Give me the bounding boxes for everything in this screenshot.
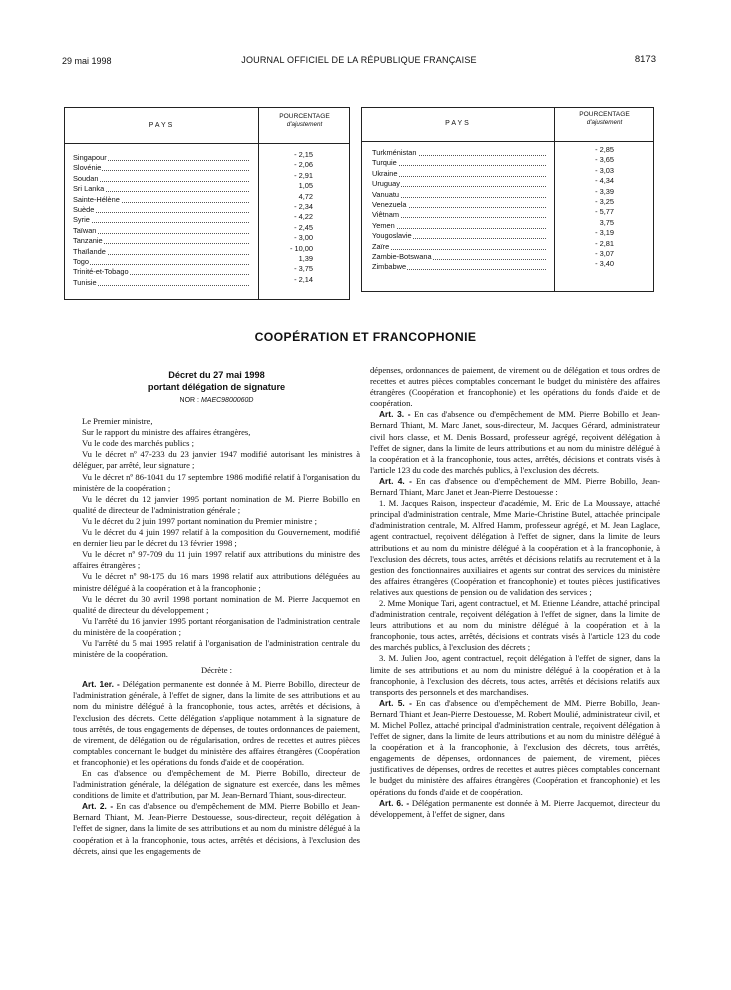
adjustment-value: - 3,40 [595,259,614,269]
dot-leader [73,233,249,234]
paragraph: En cas d'absence ou d'empêchement de M. Pierre Bobillo, directeur de l'administration générale, la délégation de signature est exercée, dans les mêmes conditions de limite et d'attribution, par M. Jean-Bernard Thiant, sous-directeur. [73,768,360,801]
table-row [73,257,249,267]
country-name: Zaïre [372,241,390,251]
article-label: Art. 5. - [379,697,412,708]
country-name: Tanzanie [73,236,103,246]
decree-subtitle: portant délégation de signature [147,381,286,392]
adjustment-value: - 3,03 [595,165,614,175]
table-row [73,163,249,173]
paragraph: 3. M. Julien Joo, agent contractuel, reçoit délégation à l'effet de signer, dans la limite de ses attributions et au nom du ministre délégué à la coopération et à la francophonie, à l'exclusion des décrets, tous actes, arrêtés et décisions relatifs aux transports des personnels et des marchandises. [370,653,660,697]
table-row [73,226,249,236]
table-row [372,221,546,231]
country-name: Turkménistan [372,148,417,157]
country-name: Turquie [372,158,397,168]
article-label: Art. 6. - [379,797,410,808]
adjustment-value: - 2,14 [294,274,313,284]
country-name: Tunisie [73,277,97,287]
header-date: 29 mai 1998 [62,56,112,66]
adjustment-value: - 3,07 [595,248,614,258]
table-right-values [564,145,614,270]
table-left-countries [73,153,249,288]
table-row [372,262,546,272]
article-text: Délégation permanente est donnée à M. Pierre Bobillo, directeur de l'administration générale, à l'effet de signer, dans la limite de ses attributions et au nom du ministre délégué à la francophonie, tous actes, arrêtés et décisions, à l'exclusion des décrets. Cette délégation s'applique notamment à la signature de tous arrêtés, de tous engagements de dépenses, de toutes ordonnances de paiement, de virement, de délégation ou de régularisation, ordres de recettes et autres pièces comptables concernant le budget du ministère des affaires étrangères (Coopération et francophonie) et les opérations du fonds d'aide et de coopération. [73,679,360,767]
country-name: Slovénie [73,163,102,173]
country-name: Viêtnam [372,210,399,220]
paragraph: dépenses, ordonnances de paiement, de virement ou de délégation et tous ordres de recettes et autres pièces comptables concernant le budget du ministère des affaires étrangères (Coopération et francophonie) et les opérations du fonds d'aide et de coopération. [370,365,660,409]
paragraph: Vu l'arrêté du 16 janvier 1995 portant réorganisation de l'administration centrale du ministère de la coopération ; [73,615,360,637]
country-name: Singapour [73,153,107,162]
article-text: Délégation permanente est donnée à M. Pierre Jacquemot, directeur du développement, à l'effet de signer, dans [370,797,660,819]
table-right-countries [372,148,546,273]
table-row [73,205,249,215]
header-journal-title: JOURNAL OFFICIEL DE LA RÉPUBLIQUE FRANÇAISE [241,55,477,65]
paragraph: Vu le décret nº 86-1041 du 17 septembre 1986 modifié relatif à l'organisation du ministère de la coopération ; [73,471,360,493]
table-header-rule [65,143,349,144]
nor-label: NOR : [179,397,199,404]
country-name: Sainte-Hélène [73,194,120,204]
dot-leader [73,212,249,213]
adjustment-value: - 3,25 [595,196,614,206]
adjustment-value: - 10,00 [289,243,313,253]
country-name: Ukraine [372,168,398,178]
article-2 [73,801,360,856]
article-text: En cas d'absence ou d'empêchement de MM. Pierre Bobillo, Jean-Bernard Thiant, Marc Janet et Jean-Pierre Destouesse : [370,475,660,498]
article-label: Art. 2. - [82,801,114,812]
paragraph: Vu le décret nº 97-709 du 11 juin 1997 relatif aux attributions du ministre des affaires étrangères ; [73,549,360,571]
paragraph: Vu le décret nº 47-233 du 23 janvier 1947 modifié autorisant les ministres à déléguer, par arrêté, leur signature ; [73,449,360,471]
country-name: Soudan [73,173,99,183]
paragraph: Vu le décret du 30 avril 1998 portant nomination de M. Pierre Jacquemot en qualité de directeur du développement ; [73,593,360,615]
paragraph: Vu le décret nº 98-175 du 16 mars 1998 relatif aux attributions déléguées au ministre délégué à la coopération et à la francophonie ; [73,571,360,593]
country-name: Zimbabwe [372,262,407,272]
adjustment-value: 4,72 [298,191,313,201]
article-text: En cas d'absence ou d'empêchement de MM. Pierre Bobillo et Jean-Bernard Thiant, M. Jean-Pierre Destouesse, sous-directeur, reçoit délégation à l'effet de signer, dans la limite de ses attributions et au nom du ministre délégué à la coopération et à la francophonie, tous actes, arrêtés et décisions, à l'exclusion des décrets, ainsi que les engagements de [73,801,360,856]
table-row [73,267,249,277]
adjustment-value: - 3,65 [595,155,614,165]
table-header-pct-sub: d'ajustement [286,121,323,128]
adjustment-value: - 4,34 [595,176,614,186]
table-row [372,200,546,210]
table-header-pays: PAYS [445,120,471,127]
paragraph: Sur le rapport du ministre des affaires étrangères, [82,427,251,438]
decree-nor [73,395,360,406]
country-name: Suède [73,204,95,214]
paragraph: Vu le décret du 12 janvier 1995 portant nomination de M. Pierre Bobillo en qualité de directeur de l'administration générale ; [73,493,360,515]
article-3 [370,409,660,476]
table-row [73,278,249,288]
adjustment-value: - 2,45 [294,222,313,232]
paragraph: Le Premier ministre, [82,416,153,427]
table-header-pct-label: POURCENTAGE [579,111,630,118]
country-name: Zambie-Botswana [372,251,432,261]
header-page-number: 8173 [634,54,656,65]
article-label: Art. 4. - [379,475,412,486]
table-row [73,236,249,246]
country-name: Venezuela [372,199,407,209]
table-header-pct-label: POURCENTAGE [279,113,330,120]
adjustment-value: 3,75 [599,217,614,227]
article-text: En cas d'absence ou d'empêchement de MM. Pierre Bobillo et Jean-Bernard Thiant, M. Marc Janet, sous-directeur, M. Jacques Gérard, administrateur civil hors classe, et M. Denis Bossard, professeur agrégé, reçoivent délégation à l'effet de signer, dans la limite de leurs attributions et au nom du ministre délégué à la coopération et à la francophonie, tous actes, arrêtés, décisions et contrats visés à l'article 123 du code des marchés publics, à l'exclusion des décrets. [370,409,660,475]
paragraph: Vu le décret du 2 juin 1997 portant nomination du Premier ministre ; [82,515,317,526]
table-row [73,247,249,257]
country-name: Vanuatu [372,189,399,199]
article-4 [370,476,660,498]
table-divider [258,108,259,299]
table-row [372,252,546,262]
article-text: En cas d'absence ou d'empêchement de MM. Pierre Bobillo, Jean-Bernard Thiant et Jean-Pierre Destouesse, M. Robert Moulié, administrateur civil, et M. Michel Pollez, attaché principal d'administration centrale, reçoivent délégation à l'effet de signer, dans la limite de leurs attributions et au nom du ministre délégué à la coopération et à la francophonie, à l'exclusion des décrets, tous arrêtés, engagements de dépenses, ordonnances de paiement, de virement, pièces justificatives de dépenses, ordres de recettes et autres pièces comptables concernant le budget du ministère des affaires étrangères (Coopération et francophonie) et les opérations du fonds d'aide et de coopération. [370,697,660,797]
adjustment-value: - 2,15 [294,150,313,159]
table-left-values [265,150,313,285]
right-text-column [370,365,660,820]
table-row [73,174,249,184]
table-row [372,210,546,220]
country-name: Uruguay [372,179,400,189]
dot-leader [73,222,249,223]
article-label: Art. 1er. - [82,679,120,690]
dot-leader [73,264,249,265]
adjustment-value: - 3,00 [294,233,313,243]
dot-leader [372,249,546,250]
table-row [372,190,546,200]
dot-leader [73,285,249,286]
table-divider [554,108,555,291]
table-row [73,184,249,194]
article-label: Art. 3. - [379,409,411,420]
article-5 [370,698,660,798]
paragraph: Vu le décret du 4 juin 1997 relatif à la composition du Gouvernement, modifié en dernier lieu par le décret du 13 février 1998 ; [73,527,360,549]
article-6 [370,798,660,820]
paragraph: 1. M. Jacques Raison, inspecteur d'académie, M. Eric de La Moussaye, attaché principal d'administration centrale, Mme Marie-Christine Butel, attachée principale d'administration centrale, M. Alfred Hamm, professeur agrégé, et M. Jean Laglace, agent contractuel, reçoivent délégation à l'effet de signer, dans la limite de leurs attributions et au nom du ministre délégué à la coopération et à la francophonie, à l'exclusion des décrets, tous actes, arrêtés et décisions relatifs au recrutement et à la gestion des fonctionnaires auxiliaires et agents sur contrat des services du ministère des affaires étrangères (Coopération et francophonie) et toutes pièces justificatives relatives aux questions de pension ou de validation des services ; [370,498,660,597]
decrete-line: Décrète : [200,665,233,676]
adjustment-value: 1,39 [298,253,313,263]
adjustment-value: - 2,81 [595,238,614,248]
dot-leader [372,228,546,229]
adjustment-value: - 2,06 [294,160,313,170]
table-row [73,153,249,163]
country-name: Trinité-et-Tobago [73,267,129,277]
table-row [372,179,546,189]
adjustment-value: - 3,75 [294,264,313,274]
left-text-column [73,370,360,857]
dot-leader [372,165,546,166]
table-row [372,242,546,252]
table-row [372,231,546,241]
section-title: COOPÉRATION ET FRANCOPHONIE [254,330,477,344]
country-name: Thaïlande [73,246,106,256]
paragraph: Vu l'arrêté du 5 mai 1995 relatif à l'organisation de l'administration centrale du ministère de la coopération. [73,637,360,660]
table-header-pct-sub: d'ajustement [586,119,623,126]
adjustment-value: 1,05 [298,181,313,191]
adjustment-value: - 4,22 [294,212,313,222]
adjustment-value: - 2,34 [294,201,313,211]
article-1 [73,679,360,768]
paragraph: Vu le code des marchés publics ; [82,438,194,449]
table-row [73,215,249,225]
table-row [372,169,546,179]
country-name: Sri Lanka [73,184,105,194]
paragraph: 2. Mme Monique Tari, agent contractuel, et M. Etienne Léandre, attaché principal d'administration centrale, reçoivent délégation à l'effet de signer, dans la limite de leurs attributions et au nom du ministre délégué à la coopération et à la francophonie, tous actes, arrêtés, décisions et contrats visés à l'article 123 du code des marchés publics, à l'exclusion des décrets ; [370,597,660,653]
adjustment-value: - 2,91 [294,170,313,180]
country-name: Togo [73,256,90,266]
country-name: Yougoslavie [372,231,412,241]
table-header-rule [362,141,653,142]
table-right [361,107,654,292]
country-name: Syrie [73,215,90,225]
country-name: Taïwan [73,225,97,235]
table-header-pct [554,111,655,127]
adjustment-value: - 3,39 [595,186,614,196]
table-row [372,158,546,168]
adjustment-value: - 2,85 [595,145,614,154]
running-header [62,54,656,68]
adjustment-value: - 3,19 [595,228,614,238]
table-row [372,148,546,158]
table-header-pays: PAYS [148,122,175,129]
table-left [64,107,350,300]
table-header-pct [258,113,351,129]
nor-value: MAEC9800060D [200,397,254,404]
adjustment-value: - 5,77 [595,207,614,217]
table-row [73,195,249,205]
decree-title: Décret du 27 mai 1998 [168,370,265,380]
country-name: Yemen [372,220,395,230]
